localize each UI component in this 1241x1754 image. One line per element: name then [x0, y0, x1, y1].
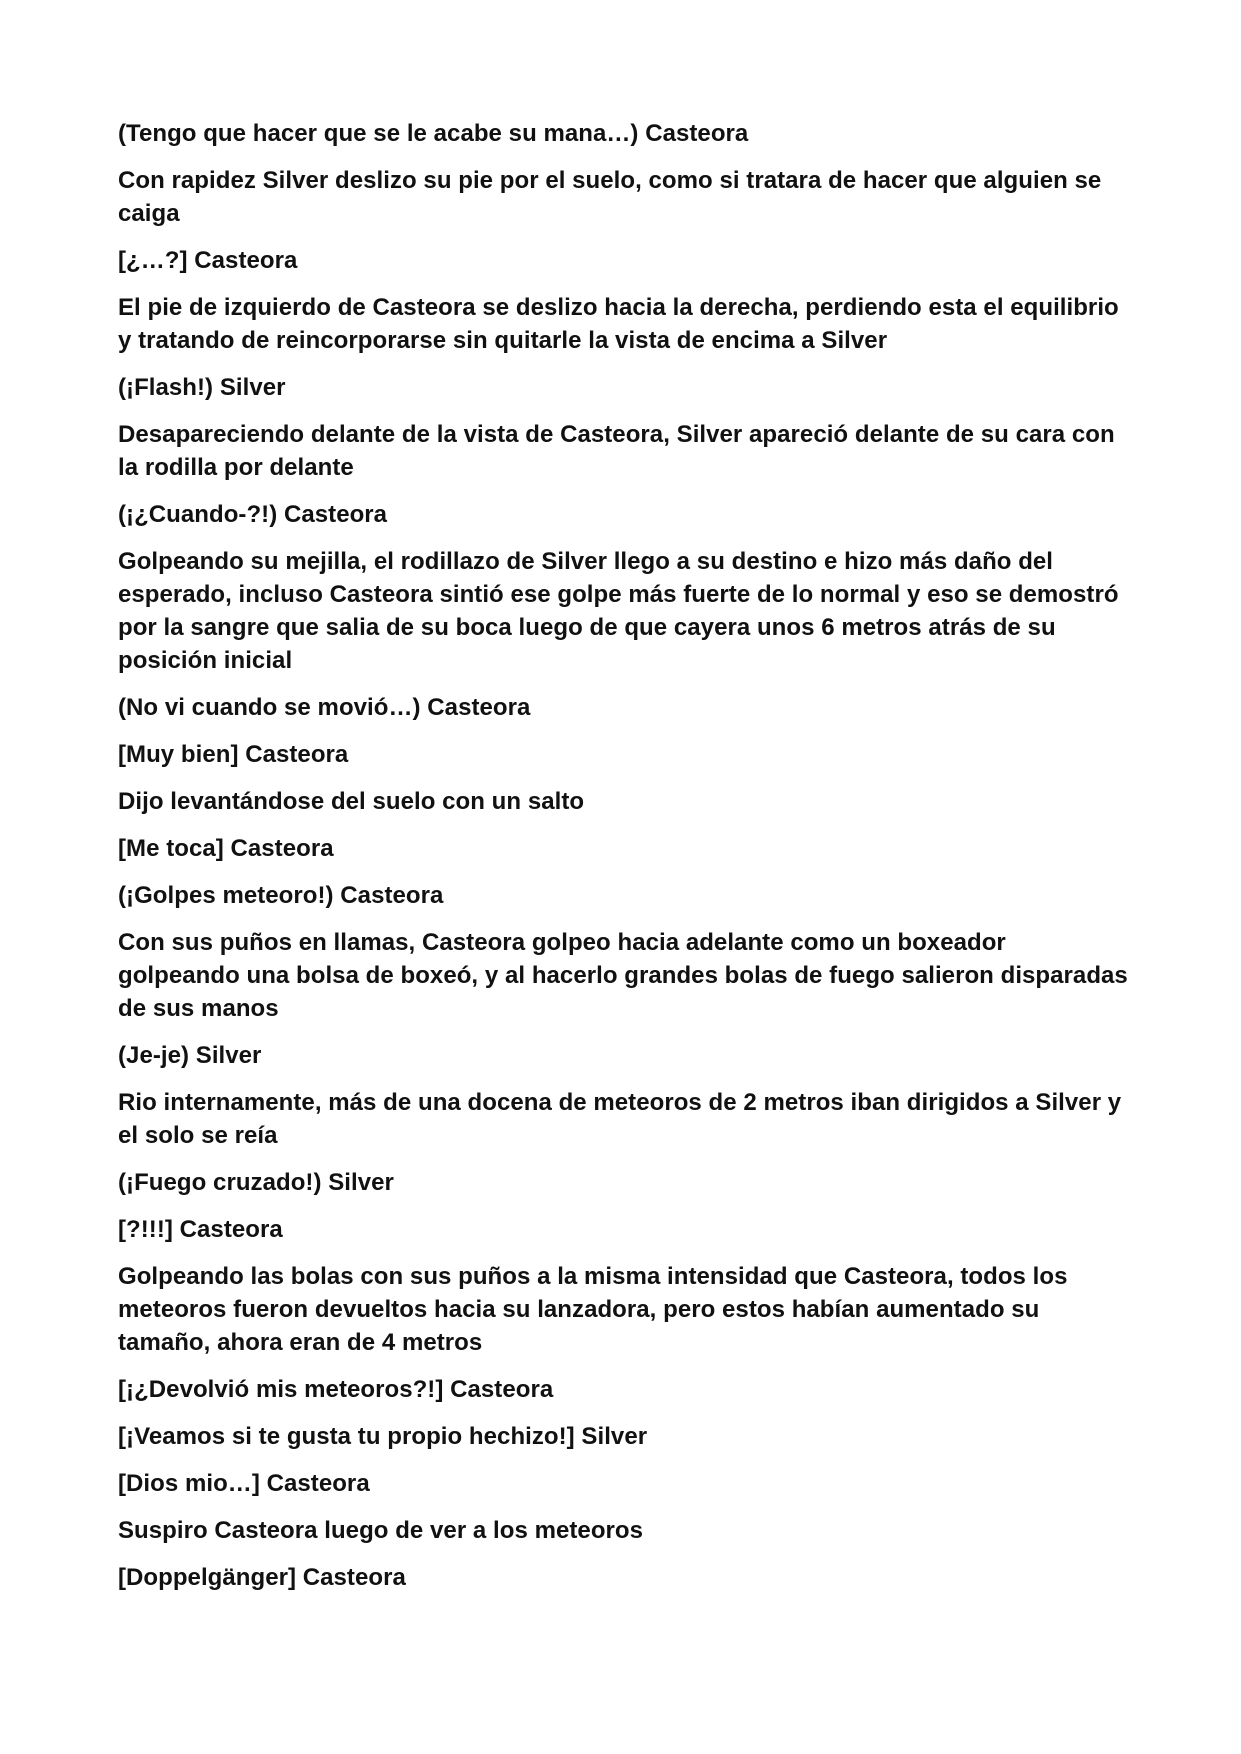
narration-paragraph: Rio internamente, más de una docena de meteoros de 2 metros iban dirigidos a Silver y el solo se reía: [118, 1089, 1122, 1149]
narration-paragraph: Golpeando su mejilla, el rodillazo de Silver llego a su destino e hizo más daño del esperado, incluso Casteora sintió ese golpe más fuerte de lo normal y eso se demostró por la sangre que salia de su boca luego de que cayera unos 6 metros atrás de su posición inicial: [118, 548, 1119, 674]
narration-paragraph: Con rapidez Silver deslizo su pie por el suelo, como si tratara de hacer que alguien se caiga: [118, 167, 1102, 227]
narration-paragraph: Desapareciendo delante de la vista de Casteora, Silver apareció delante de su cara con la rodilla por delante: [118, 421, 1115, 481]
narration-paragraph: El pie de izquierdo de Casteora se deslizo hacia la derecha, perdiendo esta el equilibrio y tratando de reincorporarse sin quitarle la vista de encima a Silver: [118, 294, 1119, 354]
dialogue-line: [Me toca] Casteora: [118, 835, 334, 862]
dialogue-line: [?!!!] Casteora: [118, 1216, 283, 1243]
dialogue-line: (¡Golpes meteoro!) Casteora: [118, 882, 444, 909]
dialogue-line: [Dios mio…] Casteora: [118, 1470, 370, 1497]
document-body: [118, 117, 1128, 1608]
dialogue-line: (No vi cuando se movió…) Casteora: [118, 694, 531, 721]
dialogue-line: (¡Fuego cruzado!) Silver: [118, 1169, 394, 1196]
dialogue-line: [¡Veamos si te gusta tu propio hechizo!] Silver: [118, 1423, 648, 1450]
dialogue-line: (¡Flash!) Silver: [118, 374, 286, 401]
dialogue-line: (Je-je) Silver: [118, 1042, 262, 1069]
dialogue-line: (Tengo que hacer que se le acabe su mana…) Casteora: [118, 120, 749, 147]
dialogue-line: [¡¿Devolvió mis meteoros?!] Casteora: [118, 1376, 554, 1403]
dialogue-line: [Muy bien] Casteora: [118, 741, 349, 768]
dialogue-line: (¡¿Cuando-?!) Casteora: [118, 501, 388, 528]
dialogue-line: [Doppelgänger] Casteora: [118, 1564, 406, 1591]
narration-paragraph: Suspiro Casteora luego de ver a los meteoros: [118, 1517, 644, 1544]
dialogue-line: [¿…?] Casteora: [118, 247, 298, 274]
narration-paragraph: Dijo levantándose del suelo con un salto: [118, 788, 585, 815]
narration-paragraph: Con sus puños en llamas, Casteora golpeo hacia adelante como un boxeador golpeando una bolsa de boxeó, y al hacerlo grandes bolas de fuego salieron disparadas de sus manos: [118, 929, 1128, 1022]
narration-paragraph: Golpeando las bolas con sus puños a la misma intensidad que Casteora, todos los meteoros fueron devueltos hacia su lanzadora, pero estos habían aumentado su tamaño, ahora eran de 4 metros: [118, 1263, 1068, 1356]
